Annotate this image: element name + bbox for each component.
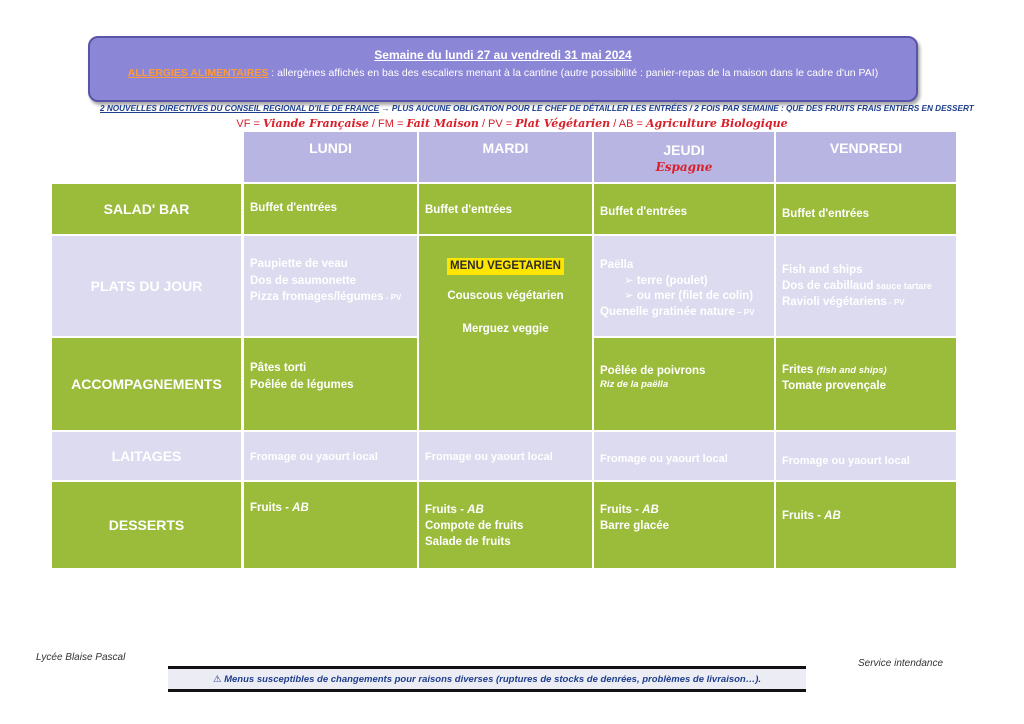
plat-jeudi-4 <box>600 305 768 321</box>
plat-jeudi-2 <box>600 274 768 290</box>
category-plats-du-jour: PLATS DU JOUR <box>52 236 241 336</box>
category-laitages: LAITAGES <box>52 432 241 480</box>
plat-lundi-3 <box>250 289 411 306</box>
accomp-vendredi-2: Tomate provençale <box>782 380 886 393</box>
directives-lead: 2 NOUVELLES DIRECTIVES DU CONSEIL REGIONAL D'ILE DE FRANCE <box>100 104 380 113</box>
dessert-vendredi <box>776 482 956 568</box>
dessert-jeudi-fruits: Fruits - <box>600 504 643 516</box>
plat-jeudi-4-tag: – PV <box>734 307 755 317</box>
plat-jeudi-4-text: Quenelle gratinée nature <box>600 305 735 318</box>
legend-ab-value: Agriculture Biologique <box>645 117 788 130</box>
dessert-mardi-ab: AB <box>467 504 484 516</box>
jeudi-theme: Espagne <box>655 160 713 174</box>
accomp-lundi-1: Pâtes torti <box>250 362 307 374</box>
legend-ab: / AB = <box>610 118 646 130</box>
day-header-jeudi-label: JEUDI <box>663 142 705 158</box>
legend-vf-value: Viande Française <box>262 117 369 130</box>
plat-jeudi-2-text: terre (poulet) <box>636 274 708 287</box>
category-desserts: DESSERTS <box>52 482 241 568</box>
accomp-lundi <box>244 338 417 430</box>
plat-jeudi-3-text: ou mer (filet de colin) <box>636 290 754 303</box>
accomp-jeudi-2: Riz de la paëlla <box>600 378 669 390</box>
plat-mardi-1: Couscous végétarien <box>447 289 564 302</box>
dessert-lundi-ab: AB <box>292 502 309 514</box>
accomp-vendredi-1-note: (fish and ships) <box>816 365 887 376</box>
allergy-label: ALLERGIES ALIMENTAIRES <box>127 67 269 79</box>
dessert-jeudi-1 <box>600 502 768 518</box>
dessert-lundi-1 <box>250 500 411 517</box>
plat-jeudi-3 <box>600 289 768 305</box>
day-header-vendredi: VENDREDI <box>776 132 956 182</box>
menu-vegetarien-badge: MENU VEGETARIEN <box>447 258 564 275</box>
day-header-mardi: MARDI <box>419 132 592 182</box>
salad-vendredi: Buffet d'entrées <box>776 184 956 234</box>
dessert-lundi <box>244 482 417 568</box>
dessert-mardi-2: Compote de fruits <box>425 520 524 533</box>
accomp-vendredi-1 <box>782 362 950 378</box>
category-salad-bar: SALAD' BAR <box>52 184 241 234</box>
school-name: Lycée Blaise Pascal <box>36 652 126 663</box>
dessert-mardi-3: Salade de fruits <box>425 536 511 549</box>
allergy-notice <box>90 67 916 79</box>
plat-vendredi-3-tag: - PV <box>886 298 905 308</box>
day-header-lundi: LUNDI <box>244 132 417 182</box>
dessert-jeudi-2: Barre glacée <box>600 520 670 533</box>
service-name: Service intendance <box>858 658 944 669</box>
accomp-vendredi-1-text: Frites <box>782 364 817 376</box>
legend-vf: VF = <box>236 118 263 130</box>
week-title: Semaine du lundi 27 au vendredi 31 mai 2024 <box>374 48 632 62</box>
plat-lundi-2: Dos de saumonette <box>250 274 357 287</box>
plat-mardi-2: Merguez veggie <box>462 322 549 335</box>
category-accompagnements: ACCOMPAGNEMENTS <box>52 338 241 430</box>
legend-fm: / FM = <box>368 118 407 130</box>
plat-vendredi-2-text: Dos de cabillaud <box>782 280 874 293</box>
legend-pv-value: Plat Végétarien <box>515 117 611 130</box>
dessert-mardi-1 <box>425 502 586 518</box>
plats-lundi <box>244 236 417 336</box>
plat-lundi-1: Paupiette de veau <box>250 258 348 270</box>
bullet-arrow-icon: ➢ <box>624 290 637 303</box>
legend-pv: / PV = <box>478 118 516 130</box>
laitage-lundi: Fromage ou yaourt local <box>244 432 417 480</box>
dessert-vendredi-1 <box>782 508 950 525</box>
allergy-text: : allergènes affichés en bas des escaliers menant à la cantine (autre possibilité : panier-repas de la maison dans le cadre d'un PAI) <box>268 67 879 79</box>
dessert-mardi-fruits: Fruits - <box>425 504 468 516</box>
plat-vendredi-2 <box>782 278 950 294</box>
plat-vendredi-3-text: Ravioli végétariens <box>782 296 887 309</box>
salad-jeudi: Buffet d'entrées <box>594 184 774 234</box>
change-warning-banner: ⚠ Menus susceptibles de changements pour raisons diverses (ruptures de stocks de denrées, problèmes de livraison…). <box>168 666 806 692</box>
accomp-vendredi <box>776 338 956 430</box>
dessert-lundi-fruits: Fruits - <box>250 502 293 514</box>
plat-lundi-3-text: Pizza fromages/légumes <box>250 291 384 304</box>
day-header-jeudi <box>594 132 774 182</box>
bullet-arrow-icon: ➢ <box>624 274 637 287</box>
plat-vendredi-3 <box>782 294 950 310</box>
dessert-mardi <box>419 482 592 568</box>
dessert-vendredi-ab: AB <box>824 510 841 522</box>
legend-line <box>0 117 1024 130</box>
dessert-vendredi-fruits: Fruits - <box>782 510 825 522</box>
laitage-mardi: Fromage ou yaourt local <box>419 432 592 480</box>
accomp-jeudi <box>594 338 774 430</box>
dessert-jeudi-ab: AB <box>642 504 659 516</box>
accomp-lundi-2: Poêlée de légumes <box>250 378 354 391</box>
salad-mardi: Buffet d'entrées <box>419 184 592 234</box>
plats-jeudi <box>594 236 774 336</box>
salad-lundi: Buffet d'entrées <box>244 184 417 234</box>
plat-vendredi-2-sauce: sauce tartare <box>873 281 932 292</box>
laitage-vendredi: Fromage ou yaourt local <box>776 432 956 480</box>
plats-vendredi <box>776 236 956 336</box>
laitage-jeudi: Fromage ou yaourt local <box>594 432 774 480</box>
dessert-jeudi <box>594 482 774 568</box>
accomp-jeudi-1: Poêlée de poivrons <box>600 365 706 377</box>
legend-fm-value: Fait Maison <box>406 117 479 130</box>
plat-jeudi-1: Paëlla <box>600 259 634 271</box>
plats-mardi <box>419 236 592 430</box>
regional-directives <box>100 104 974 113</box>
directives-text: → PLUS AUCUNE OBLIGATION POUR LE CHEF DE DÉTAILLER LES ENTRÉES / 2 FOIS PAR SEMAINE : QUE DES FRUITS FRAIS ENTIERS EN DESSERT <box>379 104 974 113</box>
week-header-banner <box>88 36 918 102</box>
plat-lundi-3-tag: - PV <box>383 293 402 303</box>
plat-vendredi-1: Fish and ships <box>782 264 863 276</box>
